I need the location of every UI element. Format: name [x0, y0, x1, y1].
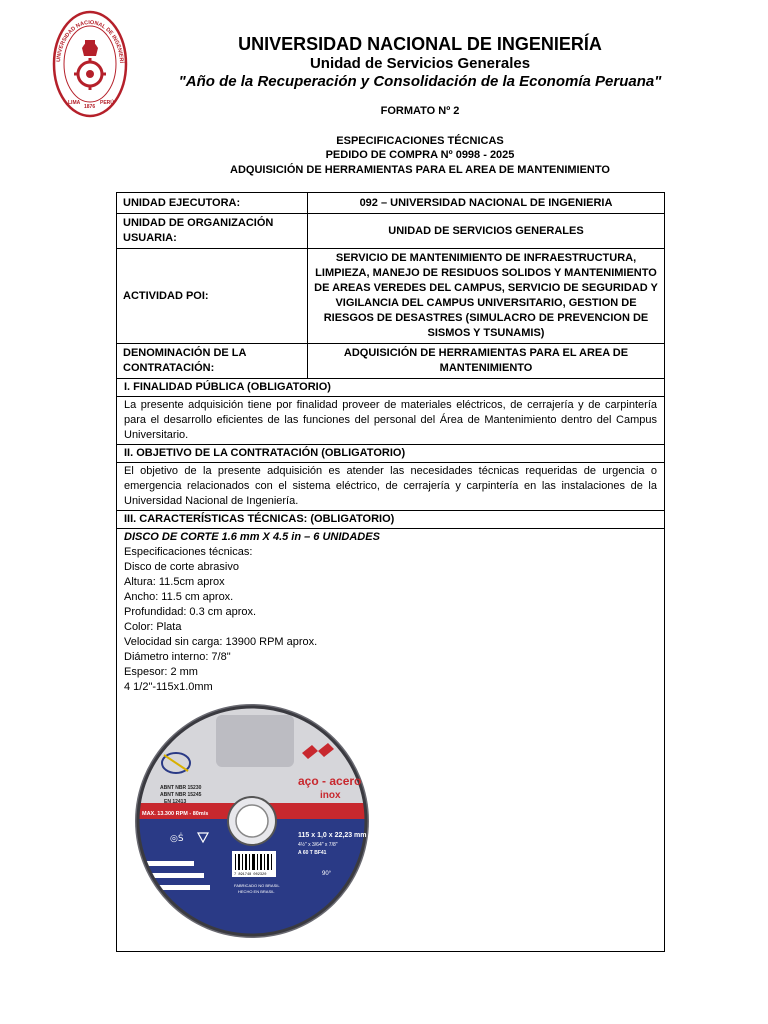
spec-line: Especificaciones técnicas:: [124, 546, 253, 558]
section-text-objetivo: El objetivo de la presente adquisición es atender las necesidades técnicas requeridas de urgencia o emergencia relacionados con el sistema eléctrico, de cerrajería y carpintería en las instalaciones de la Universidad Nacional de Ingeniería.: [117, 463, 665, 511]
spec-line: Profundidad: 0.3 cm aprox.: [124, 606, 257, 618]
disc-made-in-2: HECHO EN BRASIL: [238, 889, 275, 894]
disc-spec-code: A 60 T BF41: [298, 850, 327, 856]
info-row: [117, 344, 665, 379]
info-label: ACTIVIDAD POI:: [117, 249, 308, 344]
info-label: UNIDAD EJECUTORA:: [117, 193, 308, 214]
section-heading-objetivo: II. OBJETIVO DE LA CONTRATACIÓN (OBLIGATORIO): [117, 445, 665, 463]
spec-line: Altura: 11.5cm aprox: [124, 576, 225, 588]
disc-norm: EN 12413: [164, 799, 187, 805]
unit-title: Unidad de Servicios Generales: [309, 55, 531, 72]
disc-norm: ABNT NBR 15230: [160, 785, 202, 791]
info-value: SERVICIO DE MANTENIMIENTO DE INFRAESTRUCTURA, LIMPIEZA, MANEJO DE RESIDUOS SOLIDOS Y MANTENIMIENTO DE AREAS VEREDES DEL CAMPUS, SERVICIO DE SEGURIDAD Y VIGILANCIA DEL CAMPUS UNIVERSITARIO, GESTION DE RIESGOS DE DESASTRES (SIMULACRO DE PREVENCION DE SISMOS Y TSUNAMIS): [308, 249, 665, 344]
info-value: UNIDAD DE SERVICIOS GENERALES: [308, 214, 665, 249]
info-value: 092 – UNIVERSIDAD NACIONAL DE INGENIERIA: [308, 193, 665, 214]
section-heading-finalidad: I. FINALIDAD PÚBLICA (OBLIGATORIO): [117, 379, 665, 397]
year-motto: "Año de la Recuperación y Consolidación de la Economía Peruana": [178, 73, 662, 90]
disc-size: 115 x 1,0 x 22,23 mm: [298, 832, 367, 839]
university-seal-logo: [52, 10, 128, 118]
disc-barcode-digits: 7 891748 002320: [234, 873, 267, 877]
spec-line: Disco de corte abrasivo: [124, 561, 239, 573]
info-label: UNIDAD DE ORGANIZACIÓN USUARIA:: [117, 214, 308, 249]
spec-line: Color: Plata: [124, 621, 182, 633]
info-row: [117, 249, 665, 344]
disc-norm: ABNT NBR 15245: [160, 792, 202, 798]
spec-title-line-1: ESPECIFICACIONES TÉCNICAS: [336, 135, 504, 147]
disc-brand-sub: inox: [320, 790, 341, 801]
disc-brand: aço - acero: [298, 774, 362, 788]
disc-made-in: FABRICADO NO BRASIL: [234, 883, 280, 888]
seal-city: LIMA: [68, 100, 81, 106]
safety-icon: ◎Ṡ: [170, 834, 184, 844]
item-title: DISCO DE CORTE 1.6 mm X 4.5 in – 6 UNIDADES: [124, 531, 380, 543]
info-label: DENOMINACIÓN DE LA CONTRATACIÓN:: [117, 344, 308, 379]
sections-table: [116, 378, 665, 952]
spec-line: Ancho: 11.5 cm aprox.: [124, 591, 234, 603]
spec-line: 4 1/2"-115x1.0mm: [124, 681, 213, 693]
spec-line: Velocidad sin carga: 13900 RPM aprox.: [124, 636, 318, 648]
info-row: [117, 193, 665, 214]
seal-year: 1876: [84, 104, 96, 110]
seal-country: PERÚ: [100, 100, 114, 106]
info-row: [117, 214, 665, 249]
spec-line: Diámetro interno: 7/8": [124, 651, 231, 663]
cutting-disc-image: [124, 703, 388, 941]
format-label: FORMATO Nº 2: [380, 105, 460, 117]
spec-title-line-3: ADQUISICIÓN DE HERRAMIENTAS PARA EL AREA DE MANTENIMIENTO: [230, 164, 610, 176]
disc-angle: 90°: [322, 871, 332, 877]
section-text-finalidad: La presente adquisición tiene por finalidad proveer de materiales eléctricos, de cerrajería y de carpintería para el desarrollo eficientes de las funciones del personal del Área de Mantenimiento dentro del Campus Universitario.: [117, 397, 665, 445]
spec-title-line-2: PEDIDO DE COMPRA Nº 0998 - 2025: [325, 149, 515, 161]
info-table: [116, 192, 665, 379]
info-value: ADQUISICIÓN DE HERRAMIENTAS PARA EL AREA DE MANTENIMIENTO: [308, 344, 665, 379]
university-title: UNIVERSIDAD NACIONAL DE INGENIERÍA: [238, 34, 602, 54]
spec-line: Espesor: 2 mm: [124, 666, 198, 678]
characteristics-cell: [117, 529, 665, 952]
section-heading-caracteristicas: III. CARACTERÍSTICAS TÉCNICAS: (OBLIGATORIO): [117, 511, 665, 529]
seal-arc-text: UNIVERSIDAD NACIONAL DE INGENIERÍ: [56, 19, 124, 64]
disc-size-sub: 4½" x 3/64" x 7/8": [298, 842, 338, 848]
disc-rpm: MAX. 13.300 RPM - 80m/s: [142, 811, 209, 817]
